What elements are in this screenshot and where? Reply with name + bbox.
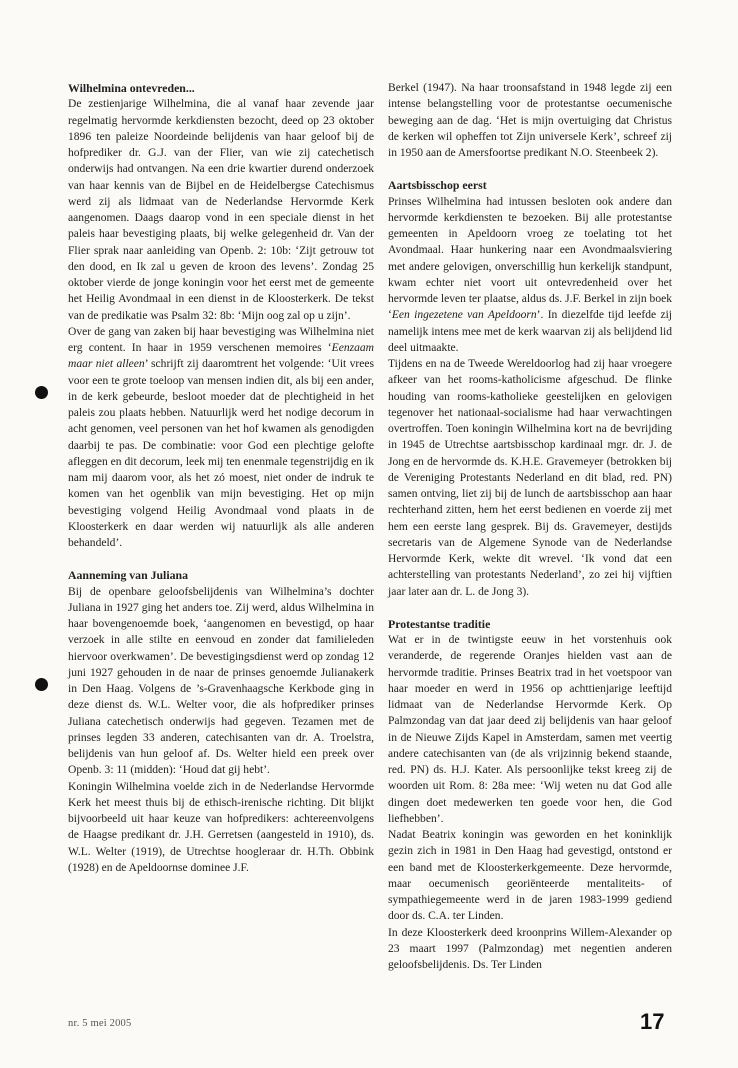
right-column [388, 80, 672, 973]
margin-bullet-1 [35, 386, 48, 399]
issue-label: nr. 5 mei 2005 [68, 1018, 132, 1029]
paragraph: Wat er in de twintigste eeuw in het vorstenhuis ook veranderde, de regerende Oranjes hielden vast aan de hervormde traditie. Prinses Beatrix trad in het voetspoor van haar moeder en werd in 1956 op achttienjarige leeftijd lidmaat van de Nederlandse Hervormde Kerk. Op Palmzondag van dat jaar deed zij belijdenis van haar geloof in de Nieuwe Zijds Kapel in Amsterdam, samen met veertig andere catechisanten van (de als vrijzinnig bekend staande, red. PN) ds. H.J. Kater. Als persoonlijke tekst kreeg zij de woorden uit Rom. 8: 28a mee: ‘Wij weten nu dat God alle dingen doet medewerken ten goede voor hen, die God liefhebben’. [388, 634, 672, 825]
text-run: Over de gang van zaken bij haar bevestiging was Wilhelmina niet erg content. In haar in 1959 verschenen memoires ‘ [68, 325, 374, 354]
text-run: ’. In diezelfde tijd leefde zij namelijk intens mee met de kerk waarvan zij als belijdend lid deel uitmaakte. [388, 309, 672, 354]
paragraph: Nadat Beatrix koningin was geworden en het koninklijk gezin zich in 1981 in Den Haag had gevestigd, ontstond er een band met de Kloosterkerkgemeente. Deze hervormde, maar oecumenisch georiënteerde mentaliteits- of sympathiegemeente werd in de jaren 1983-1999 gediend door ds. C.A. ter Linden. [388, 829, 672, 923]
paragraph [68, 324, 374, 552]
paragraph: Tijdens en na de Tweede Wereldoorlog had zij haar vroegere afkeer van het rooms-katholicisme afgeschud. De flinke houding van rooms-katholieke geestelijken en gelovigen tegenover het nationaal-socialisme had haar verwachtingen overtroffen. Toen koningin Wilhelmina kort na de bevrijding in 1945 de Utrechtse aartsbisschop kardinaal mgr. dr. J. de Jong en de hervormde ds. K.H.E. Gravemeyer (betrokken bij de Vereniging Protestants Nederland en dit blad, red. PN) samen ontving, liet zij bij de lunch de aartsbisschop aan haar rechterhand zitten, hem het eerst bedienen en voerde zij met hem een eerste lang gesprek. Bij ds. Gravemeyer, destijds secretaris van de Algemene Synode van de Nederlandse Hervormde Kerk, wekte dit wrevel. ‘Ik vond dat een achterstelling van protestants Nederland’, zo zei hij vijftien jaar later aan dr. L. de Jong 3). [388, 358, 672, 598]
page-number: 17 [640, 1009, 665, 1034]
paragraph: In deze Kloosterkerk deed kroonprins Willem-Alexander op 23 maart 1997 (Palmzondag) met negentien anderen geloofsbelijdenis. Ds. Ter Linden [388, 926, 672, 971]
paragraph: Bij de openbare geloofsbelijdenis van Wilhelmina’s dochter Juliana in 1927 ging het anders toe. Zij werd, aldus Wilhelmina in haar bovengenoemde boek, ‘aangenomen en bevestigd, op haar verzoek in alle stilte en eenvoud en zonder dat familieleden hiervoor overkwamen’. De bevestigingsdienst werd op zondag 12 juni 1927 gehouden in de naar de prinses genoemde Julianakerk in Den Haag. Volgens de ’s-Gravenhaagsche Kerkbode ging in deze dienst ds. W.L. Welter voor, die als hofprediker prinses Juliana catechetisch onderwijs had gegeven. Tezamen met de prinses legden 33 anderen, catechisanten van dr. A. Troelstra, belijdenis van hun geloof af. Ds. Welter hield een preek over Openb. 3: 11 (midden): ‘Houd dat gij hebt’. [68, 585, 374, 777]
section-heading-protestantse-traditie: Protestantse traditie [388, 616, 491, 631]
section-heading-aartsbisschop: Aartsbisschop eerst [388, 178, 487, 193]
paragraph: De zestienjarige Wilhelmina, die al vanaf haar zevende jaar regelmatig hervormde kerkdiensten bezocht, deed op 23 oktober 1896 ten paleize Noordeinde belijdenis van haar geloof bij de hofprediker dr. G.J. van der Flier, van wie zij catechetisch onderwijs had ontvangen. Na een drie kwartier durend onderzoek van haar kennis van de Bijbel en de Heidelbergse Catechismus werd zij als lidmaat van de Nederlandse Hervormde Kerk aangenomen. Daags daarop vond in een speciale dienst in het paleis haar bevestiging plaats, bij welke gelegenheid dr. Van der Flier sprak naar aanleiding van Openb. 2: 10b: ‘Zijt getrouw tot den dood, en Ik zal u geven de kroon des levens’. Zondag 25 oktober vierde de jonge koningin voor het eerst met de gemeente het Heilig Avondmaal in een dienst in de Kloosterkerk. De tekst van de predikatie was Psalm 32: 8b: ‘Mijn oog zal op u zijn’. [68, 98, 374, 322]
text-run: Prinses Wilhelmina had intussen besloten ook andere dan hervormde kerkdiensten te bezoeken. Bij alle protestantse gemeenten in Apeldoorn vroeg ze toelating tot het Avondmaal. Haar hunkering naar een Avondmaalsviering met andere gelovigen, onverschillig hun kerkelijk standpunt, kwam echter niet voort uit ontevredenheid over het hervormde leven ter plaatse, aldus ds. J.F. Berkel in zijn boek ‘ [388, 195, 672, 322]
book-title: Eenzaam maar niet alleen [68, 342, 374, 371]
margin-bullet-2 [35, 678, 48, 691]
paragraph: Koningin Wilhelmina voelde zich in de Nederlandse Hervormde Kerk het meest thuis bij de ethisch-irenische richting. Dit blijkt bijvoorbeeld uit haar keuze van hofpredikers: achtereenvolgens de Haagse predikant dr. J.H. Gerretsen (aangesteld in 1910), ds. W.L. Welter (1919), de Utrechtse hoogleraar dr. H.Th. Obbink (1928) en de Apeldoornse dominee J.F. [68, 780, 374, 874]
paragraph [388, 194, 672, 357]
book-title: Een ingezetene van Apeldoorn [391, 309, 537, 322]
section-heading-juliana: Aanneming van Juliana [68, 568, 188, 583]
left-column [68, 80, 374, 876]
paragraph: Berkel (1947). Na haar troonsafstand in 1948 legde zij een intense belangstelling voor de protestantse oecumenische beweging aan de dag. ‘Het is mijn overtuiging dat Christus de kerken wil opheffen tot Zijn universele Kerk’, schreef zij in 1950 aan de Amersfoortse predikant N.O. Steenbeek 2). [388, 82, 672, 159]
section-heading-wilhelmina: Wilhelmina ontevreden... [68, 81, 195, 95]
text-run: ’ schrijft zij daaromtrent het volgende: ‘Uit vrees voor een te grote toeloop van mensen indien dit, als bij een ander, in de kerk gebeurde, besloot moeder dat de plechtigheid in het paleis zou plaats hebben. Natuurlijk werd het nodige decorum in acht genomen, veel personen van het hof kwamen als genodigden daarbij te pas. De combinatie: voor God een plechtige gelofte afleggen en dit decorum, leek mij ten enenmale tegenstrijdig en ik nam mij daarom voor, als het zó moest, niet onder de indruk te komen van het ogenblik van mijn bevestiging. Het op mijn bevestiging volgend Heilig Avondmaal vond plaats in de Kloosterkerk en daar werden wij natuurlijk als alle anderen behandeld’. [68, 358, 374, 549]
